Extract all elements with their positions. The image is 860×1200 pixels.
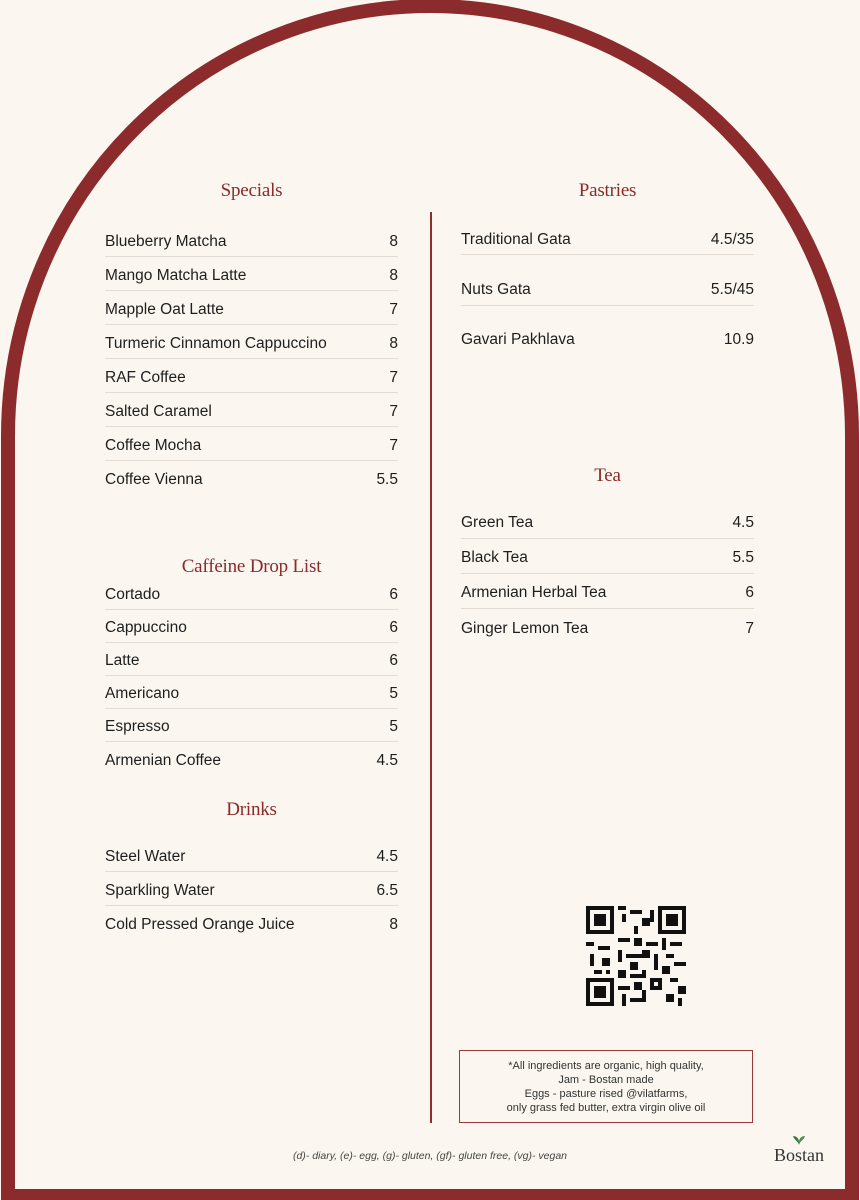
item-name: Salted Caramel [105, 402, 212, 420]
item-price: 5.5/45 [710, 281, 754, 298]
item-name: Armenian Herbal Tea [461, 584, 607, 601]
item-price: 5 [389, 718, 398, 735]
menu-item [105, 359, 398, 393]
menu-item [105, 577, 398, 610]
item-name: Green Tea [461, 514, 534, 531]
menu-item [105, 325, 398, 359]
item-price: 6 [745, 584, 754, 601]
caffeine-title: Caffeine Drop List [181, 556, 322, 577]
item-price: 5 [389, 685, 398, 702]
item-name: Cortado [105, 586, 161, 603]
item-price: 6 [389, 652, 398, 669]
item-name: Coffee Vienna [105, 471, 203, 488]
column-divider [430, 212, 432, 1123]
item-price: 4.5/35 [710, 231, 754, 248]
item-price: 7 [745, 619, 754, 637]
item-name: Americano [105, 685, 180, 702]
item-name: Turmeric Cinnamon Cappuccino [105, 334, 327, 352]
item-price: 6.5 [376, 881, 398, 899]
item-name: Coffee Mocha [105, 436, 202, 454]
brand-name: Bostan [773, 1145, 824, 1165]
item-name: Latte [105, 652, 140, 669]
item-price: 4.5 [732, 514, 754, 531]
item-name: Gavari Pakhlava [461, 331, 575, 348]
drinks-title: Drinks [226, 799, 277, 820]
specials-list [105, 223, 398, 495]
tea-list [461, 504, 754, 644]
qr-code-icon[interactable] [586, 906, 686, 1006]
item-price: 5.5 [376, 471, 398, 488]
menu-item [105, 643, 398, 676]
menu-item [461, 255, 754, 306]
item-price: 4.5 [376, 847, 398, 865]
menu-item [105, 223, 398, 257]
dietary-legend: (d)- diary, (e)- egg, (g)- gluten, (gf)- gluten free, (vg)- vegan [292, 1150, 568, 1162]
menu-item [461, 609, 754, 644]
item-name: Armenian Coffee [105, 751, 222, 769]
specials-title: Specials [220, 180, 283, 201]
pastries-list [461, 222, 754, 354]
item-price: 6 [389, 586, 398, 603]
menu-item [461, 574, 754, 609]
menu-item [105, 427, 398, 461]
item-name: RAF Coffee [105, 368, 186, 386]
note-line: *All ingredients are organic, high quality, [508, 1059, 704, 1072]
caffeine-list [105, 577, 398, 775]
item-price: 5.5 [732, 549, 754, 566]
menu-item [105, 676, 398, 709]
note-line: Jam - Bostan made [558, 1073, 654, 1086]
item-price: 7 [389, 368, 398, 386]
tea-title: Tea [594, 465, 621, 486]
item-name: Espresso [105, 718, 170, 735]
menu-item [105, 742, 398, 775]
item-price: 7 [389, 402, 398, 420]
brand-logo [768, 1134, 830, 1164]
note-line: Eggs - pasture rised @vilatfarms, [524, 1087, 688, 1100]
item-name: Steel Water [105, 847, 186, 865]
menu-item [105, 291, 398, 325]
item-name: Traditional Gata [461, 231, 571, 248]
item-name: Mango Matcha Latte [105, 266, 247, 284]
item-price: 8 [389, 232, 398, 250]
item-name: Blueberry Matcha [105, 232, 227, 250]
item-name: Cold Pressed Orange Juice [105, 916, 295, 933]
menu-item [461, 539, 754, 574]
item-price: 8 [389, 266, 398, 284]
item-price: 7 [389, 300, 398, 318]
item-price: 7 [389, 436, 398, 454]
item-name: Black Tea [461, 549, 528, 566]
item-name: Nuts Gata [461, 281, 531, 298]
menu-item [105, 872, 398, 906]
item-price: 4.5 [376, 751, 398, 769]
item-name: Sparkling Water [105, 881, 215, 899]
pastries-title: Pastries [578, 180, 637, 201]
menu-item [105, 393, 398, 427]
item-price: 10.9 [723, 331, 754, 348]
menu-item [105, 610, 398, 643]
menu-item [105, 838, 398, 872]
menu-item [105, 709, 398, 742]
menu-item [461, 306, 754, 354]
ingredients-note [459, 1050, 753, 1123]
note-line: only grass fed butter, extra virgin olive oil [506, 1101, 706, 1114]
drinks-list [105, 838, 398, 940]
menu-item [461, 222, 754, 255]
menu-item [461, 504, 754, 539]
item-price: 8 [389, 916, 398, 933]
item-price: 6 [389, 619, 398, 636]
item-price: 8 [389, 334, 398, 352]
menu-item [105, 257, 398, 291]
menu-item [105, 906, 398, 940]
menu-item [105, 461, 398, 495]
item-name: Ginger Lemon Tea [461, 619, 589, 637]
item-name: Cappuccino [105, 619, 187, 636]
item-name: Mapple Oat Latte [105, 300, 224, 318]
